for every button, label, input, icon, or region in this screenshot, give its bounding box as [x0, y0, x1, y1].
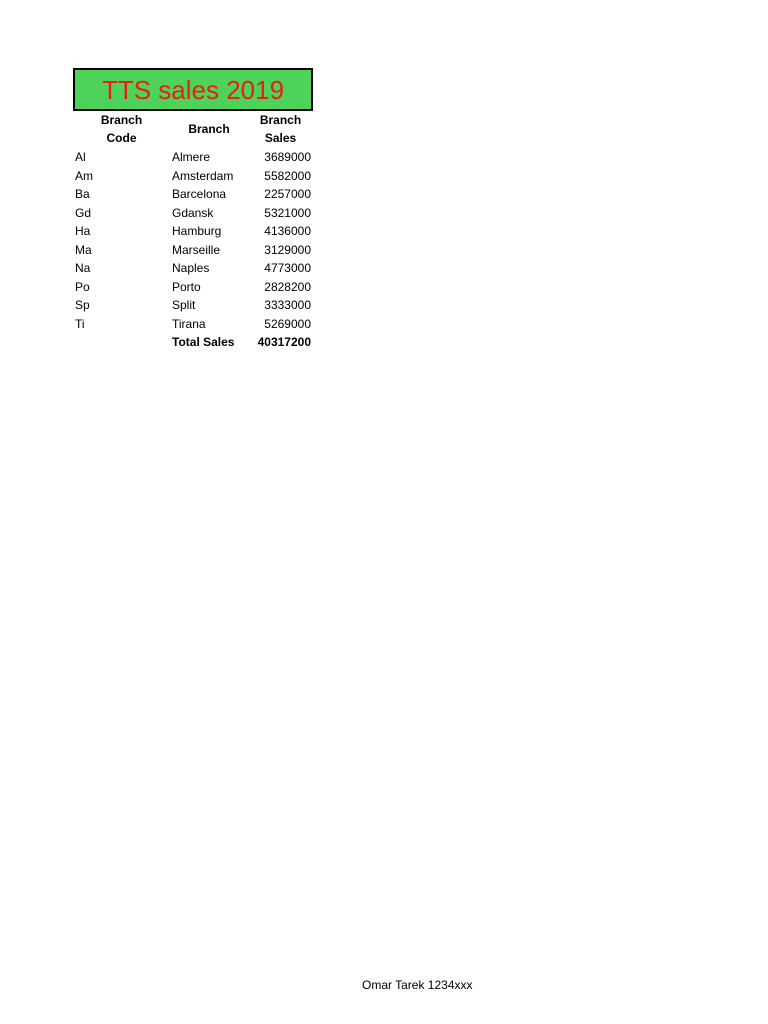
branch-sales-cell: 2257000 — [264, 187, 311, 201]
sales-table — [73, 110, 313, 352]
branch-name-cell: Gdansk — [172, 205, 214, 220]
branch-sales-cell: 5582000 — [264, 168, 311, 183]
branch-sales-cell: 4136000 — [264, 224, 311, 238]
branch-name-cell: Almere — [172, 150, 211, 164]
title-banner — [73, 68, 313, 111]
header-branch: Branch — [188, 122, 230, 136]
page-footer: Omar Tarek 1234xxx — [362, 978, 473, 992]
table-row — [73, 241, 313, 260]
branch-code-cell: Gd — [75, 205, 92, 220]
branch-code-cell: Na — [75, 261, 91, 275]
table-row — [73, 296, 313, 315]
table-row — [73, 315, 313, 334]
branch-code-cell: Am — [75, 168, 93, 183]
branch-sales-cell: 3333000 — [264, 298, 311, 312]
total-row — [73, 333, 313, 352]
branch-code-cell: Ha — [75, 224, 91, 238]
branch-sales-cell: 2828200 — [264, 279, 311, 294]
branch-sales-cell: 4773000 — [264, 261, 311, 275]
page-title: TTS sales 2019 — [101, 74, 285, 105]
branch-name-cell: Split — [172, 298, 196, 312]
table-body — [73, 148, 313, 333]
table-footer — [73, 333, 313, 352]
branch-name-cell: Amsterdam — [172, 168, 234, 183]
table-row — [73, 185, 313, 204]
table-row — [73, 278, 313, 297]
total-sales-value: 40317200 — [257, 335, 311, 349]
table-header — [73, 110, 313, 148]
table-header-row — [73, 110, 313, 148]
branch-sales-cell: 3129000 — [264, 242, 311, 257]
branch-code-cell: Al — [75, 150, 86, 164]
header-branch-sales-line2: Sales — [264, 131, 297, 145]
table-row — [73, 148, 313, 167]
table-row — [73, 222, 313, 241]
branch-sales-cell: 5269000 — [264, 316, 311, 331]
branch-sales-cell: 5321000 — [264, 205, 311, 220]
branch-name-cell: Barcelona — [172, 187, 227, 201]
branch-code-cell: Sp — [75, 298, 90, 312]
header-branch-code — [73, 110, 170, 148]
branch-code-cell: Ma — [75, 242, 92, 257]
total-sales-label: Total Sales — [172, 335, 235, 349]
header-branch-code-line1: Branch — [100, 113, 143, 127]
header-branch-sales — [248, 110, 313, 148]
total-code-cell — [73, 333, 170, 352]
header-branch-code-line2: Code — [106, 131, 137, 145]
branch-sales-cell: 3689000 — [264, 150, 311, 164]
branch-name-cell: Marseille — [172, 242, 221, 257]
header-branch-sales-line1: Branch — [259, 113, 302, 127]
branch-code-cell: Ti — [75, 316, 85, 331]
branch-name-cell: Porto — [172, 279, 201, 294]
table-row — [73, 259, 313, 278]
branch-name-cell: Hamburg — [172, 224, 222, 238]
table-row — [73, 167, 313, 186]
branch-code-cell: Ba — [75, 187, 90, 201]
branch-name-cell: Tirana — [172, 316, 206, 331]
table-row — [73, 204, 313, 223]
branch-name-cell: Naples — [172, 261, 210, 275]
branch-code-cell: Po — [75, 279, 90, 294]
